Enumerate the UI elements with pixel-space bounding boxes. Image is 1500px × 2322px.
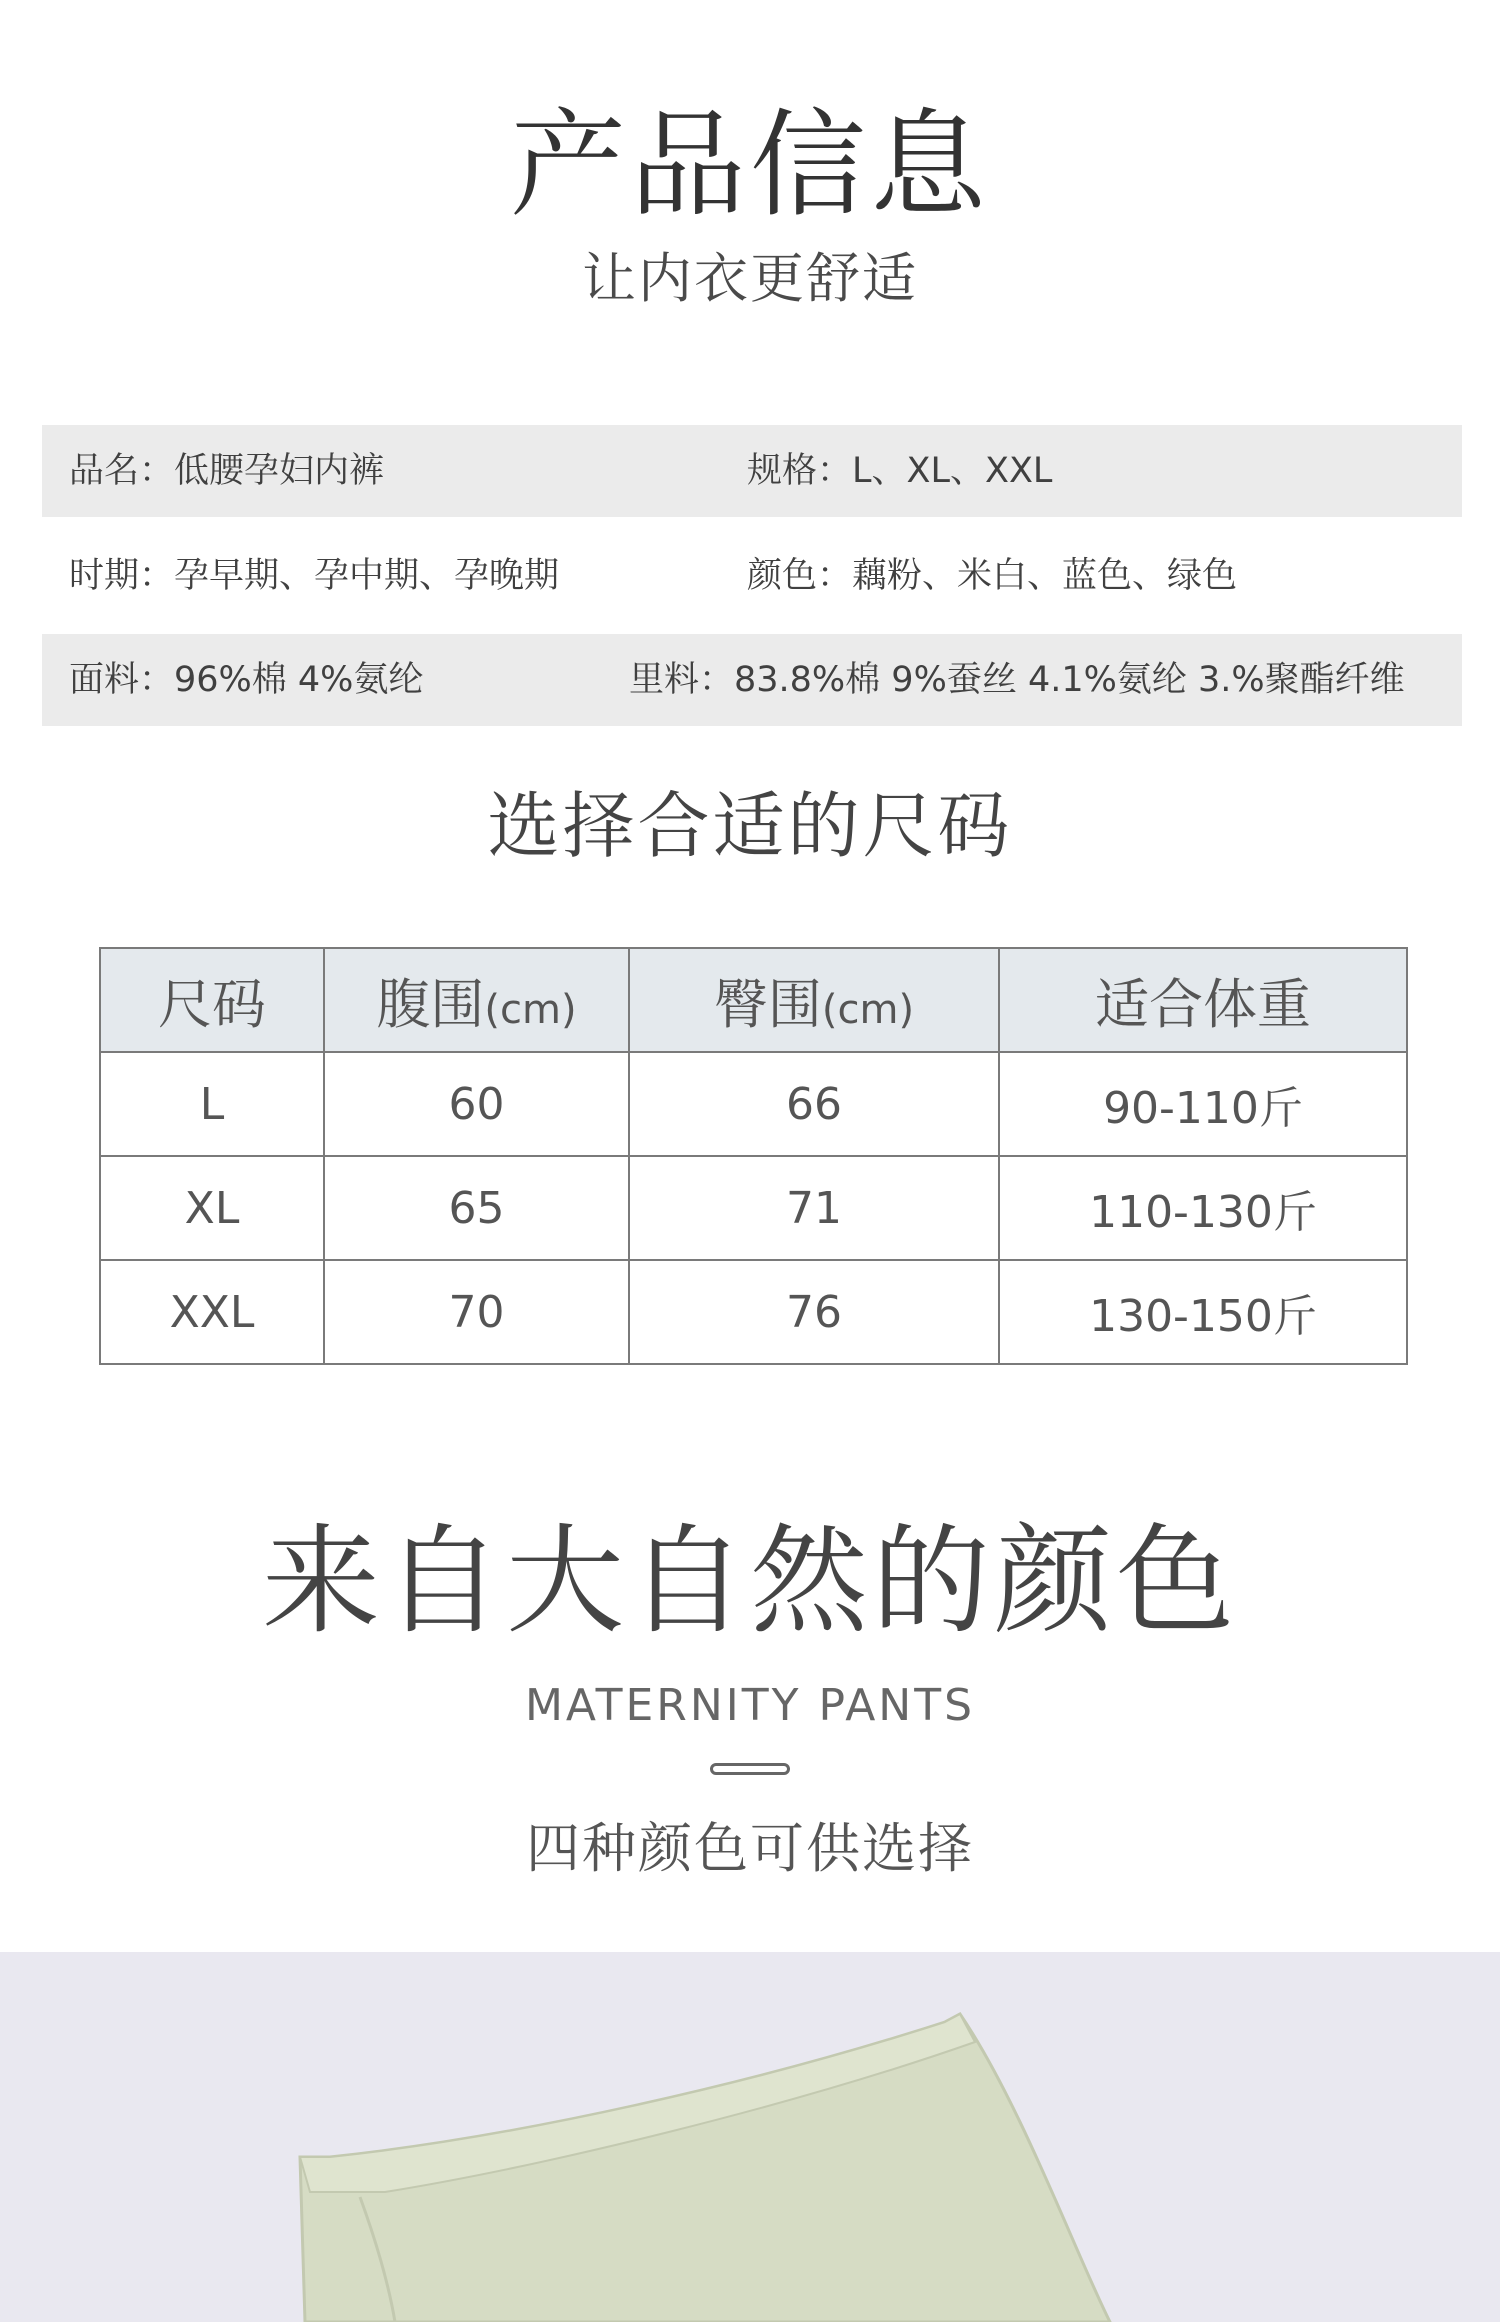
header-size: 尺码 <box>100 948 324 1052</box>
table-row <box>100 1156 1407 1260</box>
cell-size: XL <box>100 1156 324 1260</box>
header-hip: 臀围(cm) <box>629 948 999 1052</box>
fabric: 面料：96%棉 4%氨纶 <box>69 660 424 700</box>
size-table <box>99 947 1408 1365</box>
product-photo <box>0 1952 1500 2322</box>
table-row <box>100 1052 1407 1156</box>
cell-weight: 110-130斤 <box>999 1156 1407 1260</box>
cell-hip: 71 <box>629 1156 999 1260</box>
cell-size: L <box>100 1052 324 1156</box>
color-section-subtitle: 四种颜色可供选择 <box>526 1817 974 1880</box>
cell-waist: 70 <box>324 1260 629 1364</box>
spec-sizes: 规格：L、XL、XXL <box>747 451 1053 491</box>
color-section-title: 来自大自然的颜色 <box>261 1512 1238 1650</box>
color-section-english: MATERNITY PANTS <box>524 1680 976 1731</box>
pregnancy-period: 时期：孕早期、孕中期、孕晚期 <box>69 556 560 596</box>
divider-pill <box>710 1763 790 1775</box>
size-section-title: 选择合适的尺码 <box>487 784 1013 868</box>
cell-size: XXL <box>100 1260 324 1364</box>
header-weight: 适合体重 <box>999 948 1407 1052</box>
product-name: 品名：低腰孕妇内裤 <box>69 451 385 491</box>
info-row-3 <box>42 634 1462 726</box>
size-table-header <box>100 948 1407 1052</box>
cell-waist: 65 <box>324 1156 629 1260</box>
table-row <box>100 1260 1407 1364</box>
color-options: 颜色：藕粉、米白、蓝色、绿色 <box>747 556 1238 596</box>
lining: 里料：83.8%棉 9%蚕丝 4.1%氨纶 3.%聚酯纤维 <box>629 660 1405 700</box>
cell-weight: 90-110斤 <box>999 1052 1407 1156</box>
info-row-1 <box>42 425 1462 517</box>
garment-illustration <box>0 1952 1500 2322</box>
page-title: 产品信息 <box>510 98 990 233</box>
page-subtitle: 让内衣更舒适 <box>582 247 918 310</box>
cell-waist: 60 <box>324 1052 629 1156</box>
cell-hip: 66 <box>629 1052 999 1156</box>
header-waist: 腹围(cm) <box>324 948 629 1052</box>
cell-weight: 130-150斤 <box>999 1260 1407 1364</box>
cell-hip: 76 <box>629 1260 999 1364</box>
info-row-2 <box>42 530 1462 622</box>
